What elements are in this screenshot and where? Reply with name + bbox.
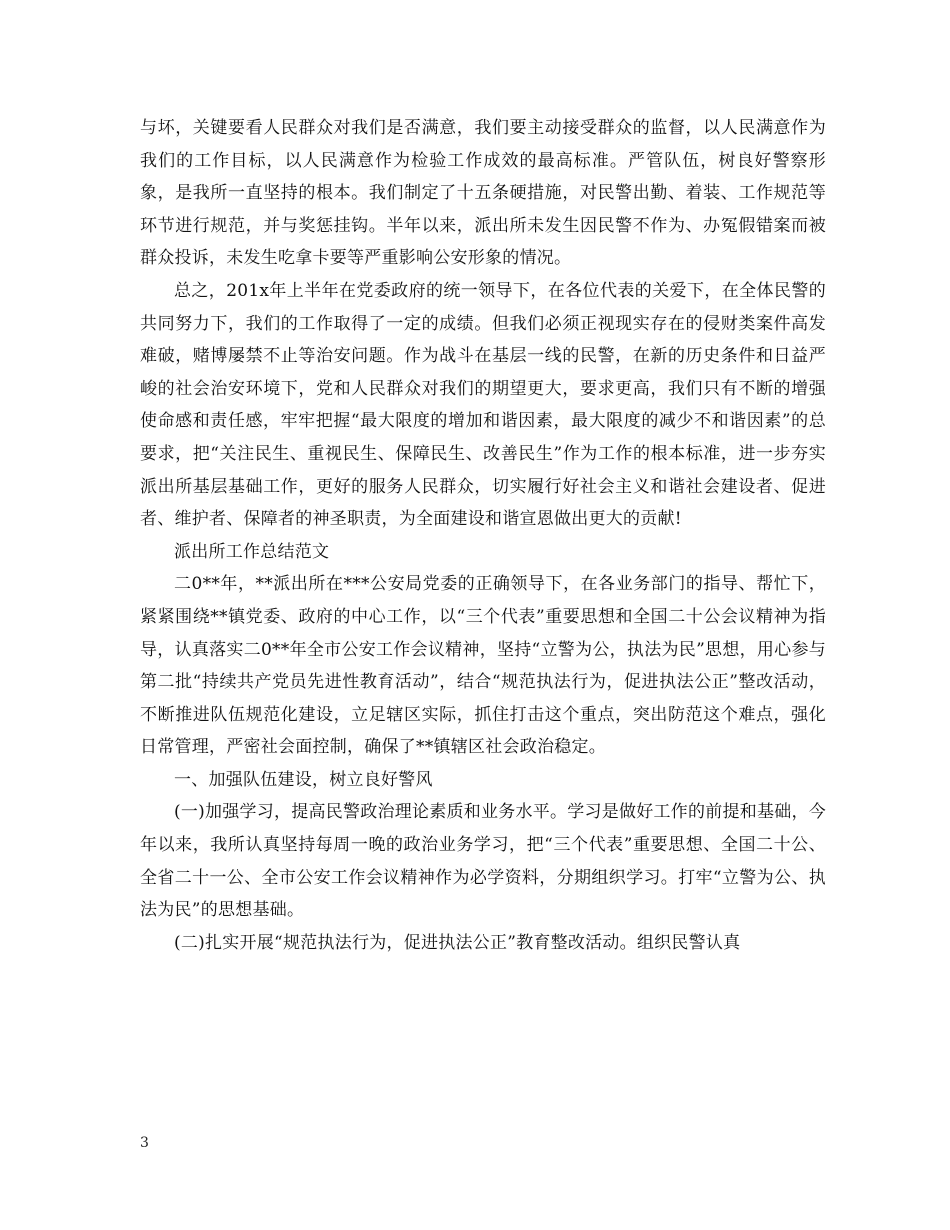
section-title: 派出所工作总结范文 bbox=[174, 541, 330, 562]
heading-team-building: 一、加强队伍建设，树立良好警风 bbox=[174, 769, 433, 790]
paragraph-rectification: (二)扎实开展“规范执法行为，促进执法公正”教育整改活动。组织民警认真 bbox=[174, 932, 741, 953]
document-body bbox=[140, 112, 826, 959]
paragraph-intro: 二0**年，**派出所在***公安局党委的正确领导下，在各业务部门的指导、帮忙下，紧紧围绕**镇党委、政府的中心工作，以“三个代表”重要思想和全国二十公会议精神为指导，认真落实二0**年全市公安工作会议精神，坚持“立警为公，执法为民”思想，用心参与第二批“持续共产党员先进性教育活动”，结合“规范执法行为，促进执法公正”整改活动，不断推进队伍规范化建设，立足辖区实际，抓住打击这个重点，突出防范这个难点，强化日常管理，严密社会面控制，确保了**镇辖区社会政治稳定。 bbox=[140, 574, 826, 758]
page-number: 3 bbox=[140, 1135, 149, 1151]
paragraph-study: (一)加强学习，提高民警政治理论素质和业务水平。学习是做好工作的前提和基础，今年以来，我所认真坚持每周一晚的政治业务学习，把“三个代表”重要思想、全国二十公、全省二十一公、全市公安工作会议精神作为必学资料，分期组织学习。打牢“立警为公、执法为民”的思想基础。 bbox=[140, 802, 827, 921]
paragraph-summary: 总之，201x年上半年在党委政府的统一领导下，在各位代表的关爱下，在全体民警的共同努力下，我们的工作取得了一定的成绩。但我们必须正视现实存在的侵财类案件高发难破，赌博屡禁不止等治安问题。作为战斗在基层一线的民警，在新的历史条件和日益严峻的社会治安环境下，党和人民群众对我们的期望更大，要求更高，我们只有不断的增强使命感和责任感，牢牢把握“最大限度的增加和谐因素，最大限度的减少不和谐因素”的总要求，把“关注民生、重视民生、保障民生、改善民生”作为工作的根本标准，进一步夯实派出所基层基础工作，更好的服务人民群众，切实履行好社会主义和谐社会建设者、促进者、维护者、保障者的神圣职责，为全面建设和谐宣恩做出更大的贡献! bbox=[140, 280, 826, 530]
paragraph-continued: 与坏，关键要看人民群众对我们是否满意，我们要主动接受群众的监督，以人民满意作为我们的工作目标，以人民满意作为检验工作成效的最高标准。严管队伍，树良好警察形象，是我所一直坚持的根本。我们制定了十五条硬措施，对民警出勤、着装、工作规范等环节进行规范，并与奖惩挂钩。半年以来，派出所未发生因民警不作为、办冤假错案而被群众投诉，未发生吃拿卡要等严重影响公安形象的情况。 bbox=[140, 118, 826, 269]
